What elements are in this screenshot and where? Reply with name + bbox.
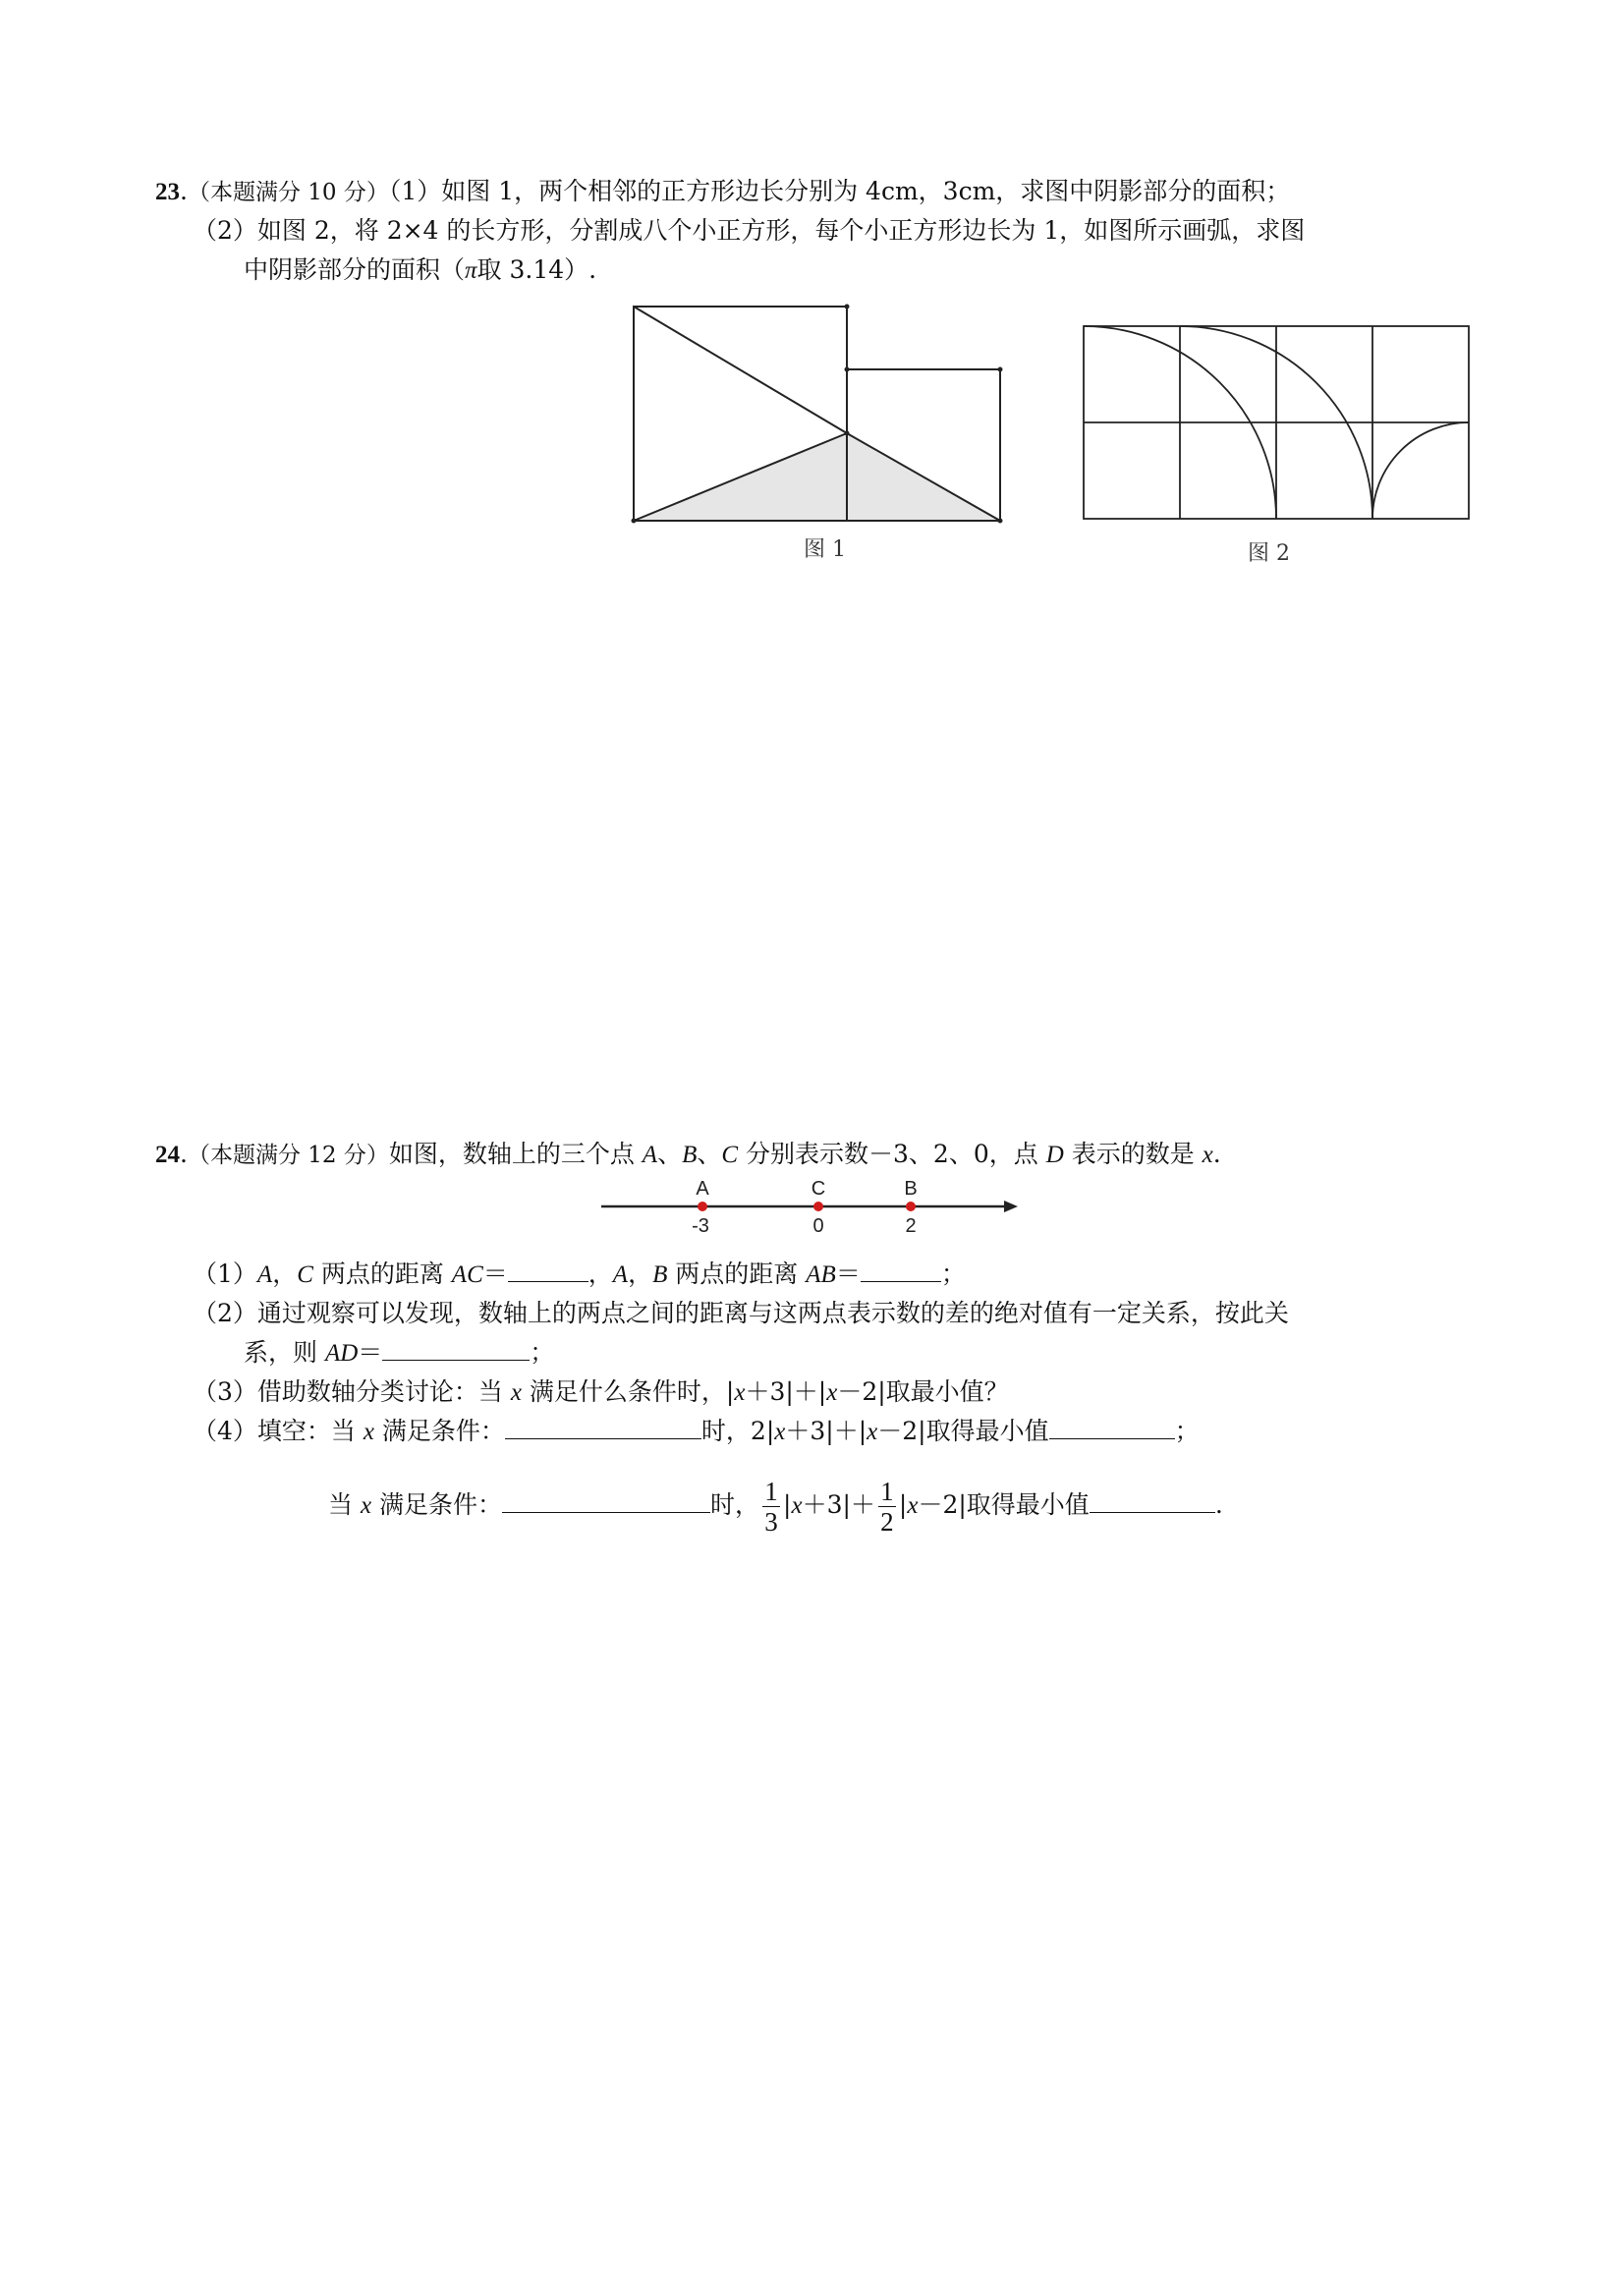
q24-part3: （3）借助数轴分类讨论：当 x 满足什么条件时，|x＋3|＋|x－2|取最小值？ (193, 1377, 1009, 1406)
score-note: （本题满分 10 分） (187, 180, 389, 205)
answer-blank-ac[interactable] (508, 1258, 588, 1282)
q23-part2-line1: （2）如图 2，将 2×4 的长方形，分割成八个小正方形，每个小正方形边长为 1，如图所示画弧，求图 (193, 216, 1306, 245)
value-C: 0 (812, 1215, 824, 1237)
answer-blank-condition-2[interactable] (502, 1488, 710, 1513)
axis-arrow-icon (1004, 1201, 1018, 1212)
q24-part2-line1: （2）通过观察可以发现，数轴上的两点之间的距离与这两点表示数的差的绝对值有一定关系，按此关 (193, 1299, 1289, 1327)
point-B (906, 1202, 916, 1211)
answer-blank-min-2[interactable] (1090, 1488, 1215, 1513)
q24-part4-line2: 当 x 满足条件： 时， $\frac{1}{3}$ |x＋3|＋ $\frac{1}{2}$ |x－2|取得最小值 . (328, 1477, 1223, 1537)
answer-blank-min-1[interactable] (1049, 1415, 1175, 1439)
answer-blank-condition-1[interactable] (505, 1415, 701, 1439)
q24-part2-line2: 系，则 AD＝ ； (244, 1338, 555, 1367)
value-B: 2 (905, 1215, 917, 1237)
answer-blank-ab[interactable] (861, 1258, 941, 1282)
value-A: -3 (692, 1215, 709, 1237)
fraction-one-third: $\frac{1}{3}$ (762, 1477, 780, 1537)
point-A (698, 1202, 707, 1211)
figure-2-caption: 图 2 (1248, 541, 1290, 566)
fraction-one-half: $\frac{1}{2}$ (878, 1477, 896, 1537)
label-A: A (696, 1178, 709, 1200)
q23-part1: （1）如图 1，两个相邻的正方形边长分别为 4cm，3cm，求图中阴影部分的面积； (388, 177, 1291, 205)
label-C: C (811, 1178, 826, 1200)
answer-blank-ad[interactable] (382, 1336, 530, 1361)
q24-part1: （1）A，C 两点的距离 AC＝ ，A，B 两点的距离 AB＝ ； (193, 1260, 966, 1288)
question-number: 23 (155, 179, 180, 205)
score-note: （本题满分 12 分） (187, 1143, 389, 1168)
q24-part4: （4）填空：当 x 满足条件： 时，2|x＋3|＋|x－2|取得最小值 ； (193, 1417, 1200, 1445)
q23-part2-line2: 中阴影部分的面积（π取 3.14）. (244, 255, 597, 284)
q24-line1: 24.（本题满分 12 分）如图，数轴上的三个点 A、B、C 分别表示数－3、2、0，点 D 表示的数是 x. (155, 1140, 1221, 1168)
question-number: 24 (155, 1142, 180, 1168)
q23-line1: 23.（本题满分 10 分）（1）如图 1，两个相邻的正方形边长分别为 4cm，3cm，求图中阴影部分的面积； (155, 177, 1291, 205)
figure-1-caption: 图 1 (804, 537, 846, 562)
point-C (813, 1202, 823, 1211)
label-B: B (904, 1178, 918, 1200)
